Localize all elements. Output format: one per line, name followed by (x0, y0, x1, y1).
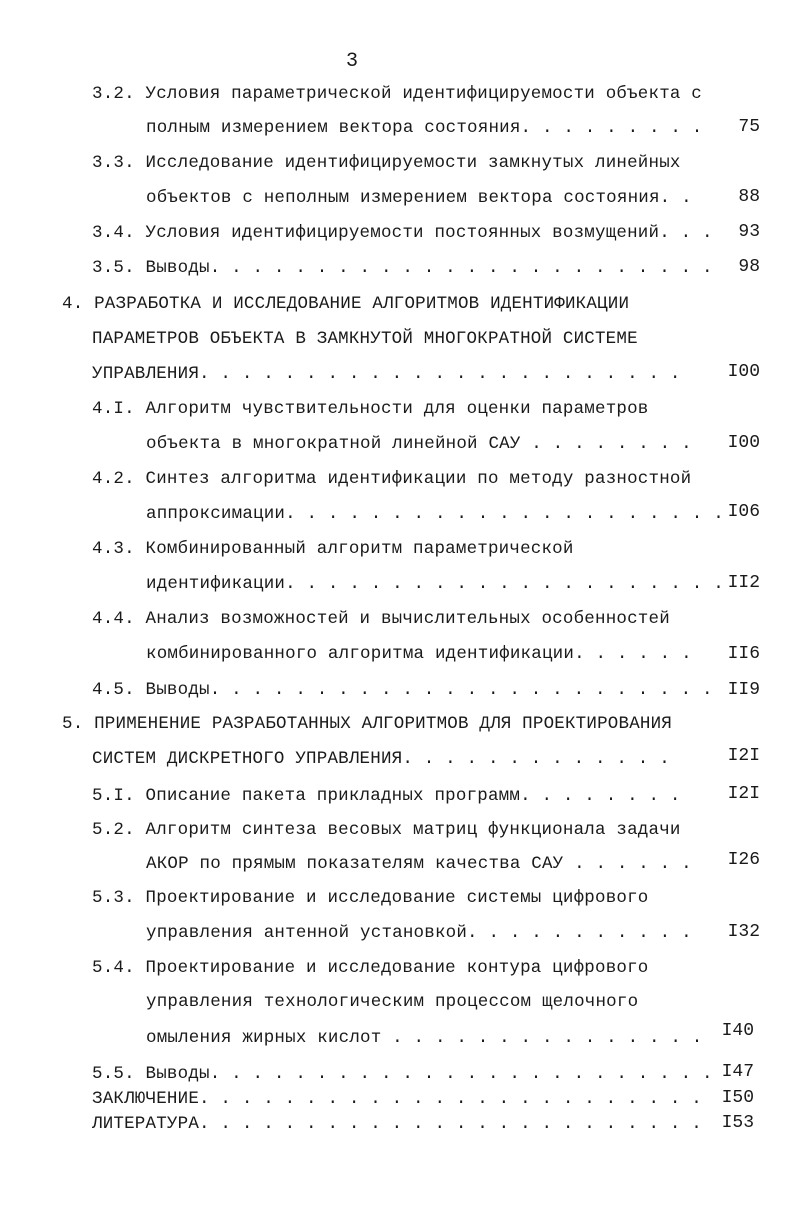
toc-page-4-2: I06 (727, 502, 760, 522)
toc-entry-title: Описание пакета прикладных программ. . . . . . . . (145, 786, 681, 806)
toc-entry-number: 5.4. (92, 958, 135, 978)
toc-entry-title: Комбинированный алгоритм параметрической (145, 539, 574, 559)
toc-entry-literature: ЛИТЕРАТУРА. . . . . . . . . . . . . . . . . . . . . . . . (92, 1114, 702, 1134)
toc-entry-number: 3.2. (92, 84, 135, 104)
toc-entry-title: Выводы. . . . . . . . . . . . . . . . . . . . . . . . (145, 680, 713, 700)
toc-page-4-5: II9 (727, 680, 760, 700)
toc-page-4: I00 (727, 362, 760, 382)
toc-entry-number: 4.5. (92, 680, 135, 700)
toc-entry-3-2-line-2: полным измерением вектора состояния. . . . . . . . . (146, 118, 703, 138)
toc-entry-number: 5.I. (92, 786, 135, 806)
toc-entry-title: РАЗРАБОТКА И ИССЛЕДОВАНИЕ АЛГОРИТМОВ ИДЕНТИФИКАЦИИ (94, 294, 630, 314)
toc-page-4-3: II2 (727, 573, 760, 593)
toc-entry-5-4-line-1 (92, 958, 649, 978)
toc-entry-number: 5.5. (92, 1064, 135, 1084)
toc-entry-number: 5.3. (92, 888, 135, 908)
toc-page-5-2: I26 (727, 850, 760, 870)
toc-page-5-1: I2I (727, 784, 760, 804)
toc-entry-title: Выводы. . . . . . . . . . . . . . . . . . . . . . . . (145, 258, 713, 278)
toc-entry-title: Проектирование и исследование контура цифрового (145, 958, 649, 978)
toc-entry-3-4 (92, 223, 713, 243)
toc-entry-4-1-line-1 (92, 399, 649, 419)
toc-entry-4-2-line-1 (92, 469, 691, 489)
toc-entry-number: 4. (62, 294, 84, 314)
toc-entry-4-5 (92, 680, 713, 700)
toc-entry-3-5 (92, 258, 713, 278)
page-number: 3 (346, 50, 359, 73)
toc-chapter-4-line-1 (62, 294, 629, 314)
toc-entry-4-2-line-2: аппроксимации. . . . . . . . . . . . . . . . . . . . . (146, 504, 724, 524)
toc-entry-number: 3.5. (92, 258, 135, 278)
toc-page-5: I2I (727, 746, 760, 766)
toc-entry-3-3-line-1 (92, 153, 681, 173)
toc-entry-number: 4.2. (92, 469, 135, 489)
toc-chapter-5-line-2: СИСТЕМ ДИСКРЕТНОГО УПРАВЛЕНИЯ. . . . . . . . . . . . . (92, 749, 670, 769)
toc-entry-number: 4.I. (92, 399, 135, 419)
toc-entry-5-4-line-3: омыления жирных кислот . . . . . . . . . . . . . . . (146, 1028, 703, 1048)
toc-entry-5-4-line-2: управления технологическим процессом щелочного (146, 992, 639, 1012)
toc-entry-conclusion: ЗАКЛЮЧЕНИЕ. . . . . . . . . . . . . . . . . . . . . . . . (92, 1089, 702, 1109)
toc-page-conclusion: I50 (721, 1088, 754, 1108)
toc-page-4-4: II6 (727, 644, 760, 664)
toc-entry-5-1 (92, 786, 681, 806)
toc-entry-4-3-line-2: идентификации. . . . . . . . . . . . . . . . . . . . . (146, 574, 724, 594)
toc-entry-5-2-line-2: АКОР по прямым показателям качества САУ . . . . . . (146, 854, 692, 874)
toc-entry-title: Выводы. . . . . . . . . . . . . . . . . . . . . . . . (145, 1064, 713, 1084)
toc-page-5-4: I40 (721, 1021, 754, 1041)
toc-entry-title: Синтез алгоритма идентификации по методу разностной (145, 469, 692, 489)
toc-entry-title: Алгоритм синтеза весовых матриц функционала задачи (145, 820, 681, 840)
toc-entry-4-3-line-1 (92, 539, 574, 559)
toc-chapter-4-line-2: ПАРАМЕТРОВ ОБЪЕКТА В ЗАМКНУТОЙ МНОГОКРАТНОЙ СИСТЕМЕ (92, 329, 638, 349)
toc-page-3-5: 98 (738, 257, 760, 277)
toc-page-5-3: I32 (727, 922, 760, 942)
toc-entry-4-4-line-2: комбинированного алгоритма идентификации. . . . . . (146, 644, 692, 664)
toc-entry-title: Алгоритм чувствительности для оценки параметров (145, 399, 649, 419)
toc-entry-5-2-line-1 (92, 820, 681, 840)
toc-entry-title: Анализ возможностей и вычислительных особенностей (145, 609, 670, 629)
toc-entry-3-2-line-1 (92, 84, 702, 104)
toc-entry-number: 3.3. (92, 153, 135, 173)
toc-chapter-4-line-3: УПРАВЛЕНИЯ. . . . . . . . . . . . . . . . . . . . . . . (92, 364, 681, 384)
toc-entry-title: ПРИМЕНЕНИЕ РАЗРАБОТАННЫХ АЛГОРИТМОВ ДЛЯ ПРОЕКТИРОВАНИЯ (94, 714, 673, 734)
toc-entry-number: 4.4. (92, 609, 135, 629)
toc-chapter-5-line-1 (62, 714, 672, 734)
toc-entry-title: Условия параметрической идентифицируемости объекта с (145, 84, 703, 104)
toc-entry-title: Исследование идентифицируемости замкнутых линейных (145, 153, 681, 173)
toc-entry-number: 5.2. (92, 820, 135, 840)
toc-page-5-5: I47 (721, 1062, 754, 1082)
toc-entry-5-5 (92, 1064, 713, 1084)
toc-page-3-3: 88 (738, 187, 760, 207)
toc-entry-4-1-line-2: объекта в многократной линейной САУ . . . . . . . . (146, 434, 692, 454)
toc-entry-5-3-line-1 (92, 888, 649, 908)
toc-entry-number: 3.4. (92, 223, 135, 243)
toc-page-3-2: 75 (738, 117, 760, 137)
toc-page-literature: I53 (721, 1113, 754, 1133)
toc-entry-number: 4.3. (92, 539, 135, 559)
toc-entry-number: 5. (62, 714, 84, 734)
toc-entry-4-4-line-1 (92, 609, 670, 629)
toc-entry-5-3-line-2: управления антенной установкой. . . . . . . . . . . (146, 923, 692, 943)
toc-entry-3-3-line-2: объектов с неполным измерением вектора состояния. . (146, 188, 692, 208)
toc-page-3-4: 93 (738, 222, 760, 242)
toc-entry-title: Проектирование и исследование системы цифрового (145, 888, 649, 908)
toc-entry-title: Условия идентифицируемости постоянных возмущений. . . (145, 223, 713, 243)
toc-page-4-1: I00 (727, 433, 760, 453)
